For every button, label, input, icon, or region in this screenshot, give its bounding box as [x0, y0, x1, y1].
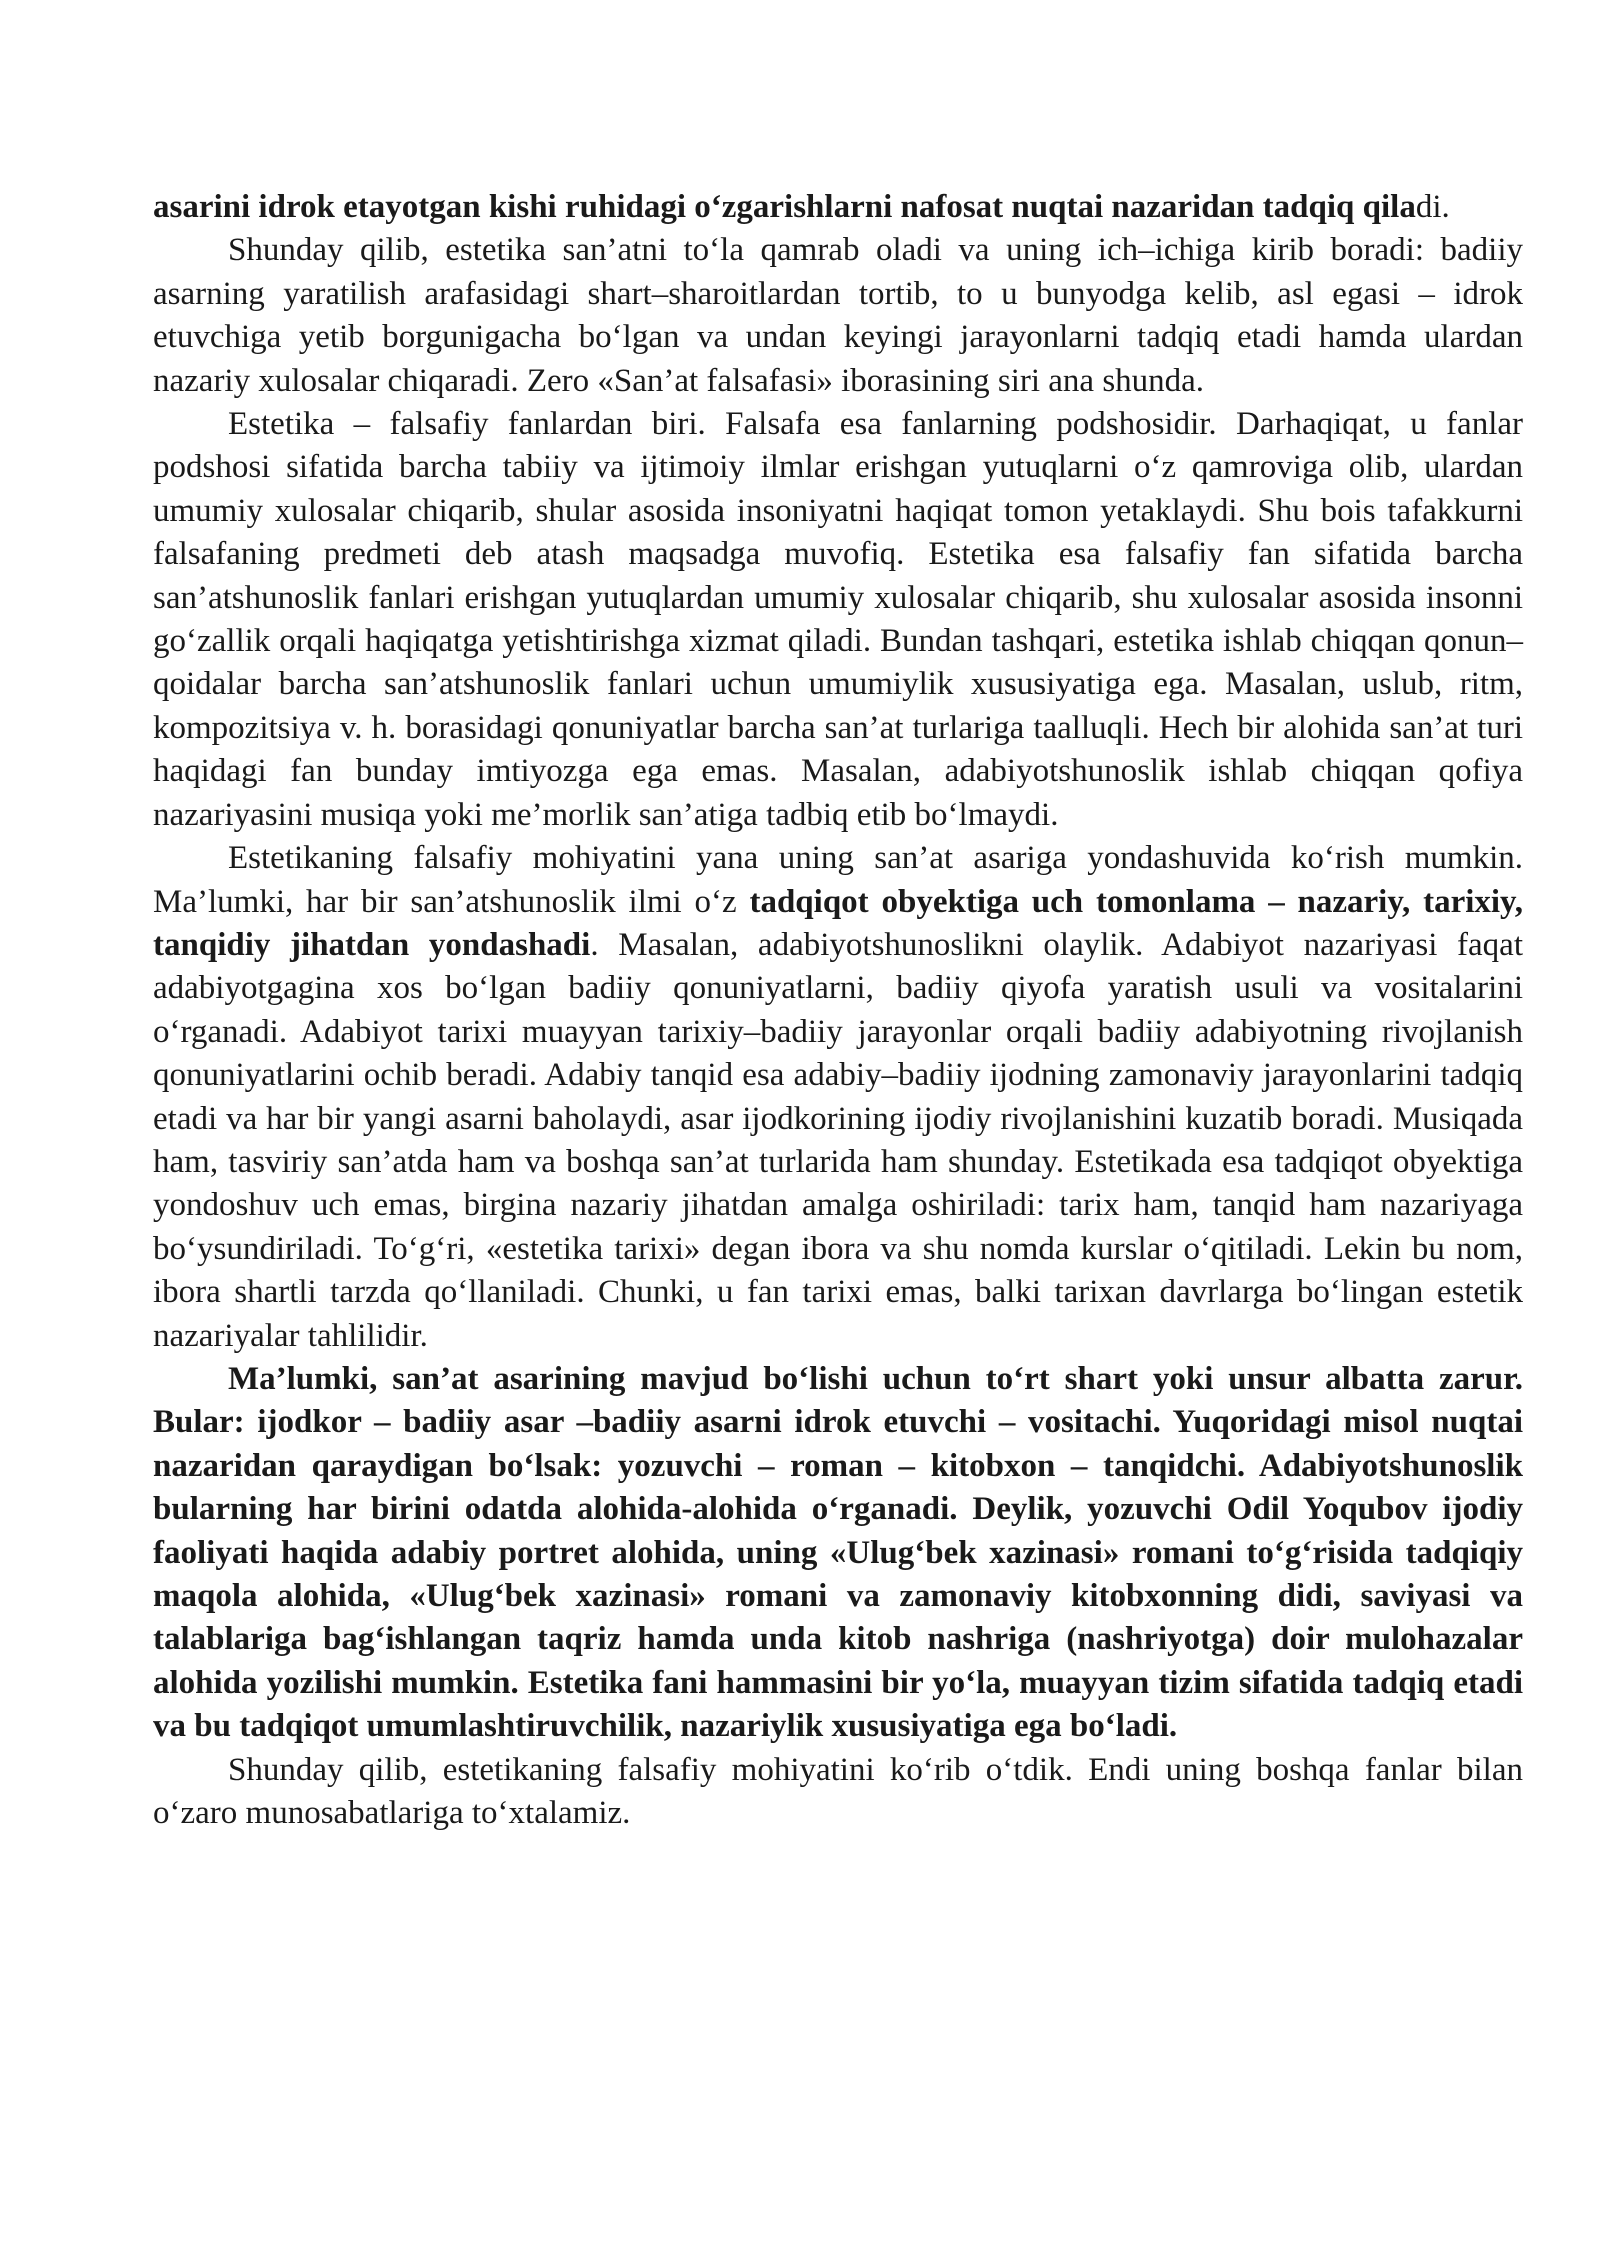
- paragraph-4: [153, 837, 1523, 1358]
- paragraph-2: Shunday qilib, estetika san’atni to‘la qamrab oladi va uning ich–ichiga kirib boradi: badiiy asarning yaratilish arafasidagi shart–sharoitlardan tortib, to u bunyodga kelib, asl egasi – idrok etuvchiga yetib borgunigacha bo‘lgan va undan keyingi jarayonlarni tadqiq etadi hamda ulardan nazariy xulosalar chiqaradi. Zero «San’at falsafasi» iborasining siri ana shunda.: [153, 232, 1523, 399]
- paragraph-4-text-after: . Masalan, adabiyotshunoslikni olaylik. Adabiyot nazariyasi faqat adabiyotgagina xos bo‘lgan badiiy qonuniyatlarni, badiiy qiyofa yaratish usuli va vositalarini o‘rganadi. Adabiyot tarixi muayyan tarixiy–badiiy jarayonlar orqali badiiy adabiyotning rivojlanish qonuniyatlarini ochib beradi. Adabiy tanqid esa adabiy–badiiy ijodning zamonaviy jarayonlarini tadqiq etadi va har bir yangi asarni baholaydi, asar ijodkorining ijodiy rivojlanishini kuzatib boradi. Musiqada ham, tasviriy san’atda ham va boshqa san’at turlarida ham shunday. Estetikada esa tadqiqot obyektiga yondoshuv uch emas, birgina nazariy jihatdan amalga oshiriladi: tarix ham, tanqid ham nazariyaga bo‘ysundiriladi. To‘g‘ri, «estetika tarixi» degan ibora va shu nomda kurslar o‘qitiladi. Lekin bu nom, ibora shartli tarzda qo‘llaniladi. Chunki, u fan tarixi emas, balki tarixan davrlarga bo‘lingan estetik nazariyalar tahlilidir.: [153, 926, 1523, 1354]
- paragraph-1: [153, 186, 1523, 229]
- paragraph-4-text-before: Estetikaning falsafiy mohiyatini yana uning san’at asariga yondashuvida ko‘rish mumkin. Ma’lumki, har bir san’atshunoslik ilmi o‘z: [153, 840, 1523, 920]
- paragraph-1-text: di.: [1415, 189, 1450, 225]
- paragraph-6: Shunday qilib, estetikaning falsafiy mohiyatini ko‘rib o‘tdik. Endi uning boshqa fanlar bilan o‘zaro munosabatlariga to‘xtalamiz.: [153, 1751, 1523, 1832]
- paragraph-4-bold: tadqiqot obyektiga uch tomonlama – nazariy, tarixiy, tanqidiy jihatdan yondashadi: [153, 883, 1523, 963]
- paragraph-5: [153, 1358, 1523, 1749]
- document-page: [153, 186, 1523, 1835]
- paragraph-3: Estetika – falsafiy fanlardan biri. Falsafa esa fanlarning podshosidir. Darhaqiqat, u fanlar podshosi sifatida barcha tabiiy va ijtimoiy ilmlar erishgan yutuqlarni o‘z qamroviga olib, ulardan umumiy xulosalar chiqarib, shular asosida insoniyatni haqiqat tomon yetaklaydi. Shu bois tafakkurni falsafaning predmeti deb atash maqsadga muvofiq. Estetika esa falsafiy fan sifatida barcha san’atshunoslik fanlari erishgan yutuqlardan umumiy xulosalar chiqarib, shu xulosalar asosida insonni go‘zallik orqali haqiqatga yetishtirishga xizmat qiladi. Bundan tashqari, estetika ishlab chiqqan qonun–qoidalar barcha san’atshunoslik fanlari uchun umumiylik xususiyatiga ega. Masalan, uslub, ritm, kompozitsiya v. h. borasidagi qonuniyatlar barcha san’at turlariga taalluqli. Hech bir alohida san’at turi haqidagi fan bunday imtiyozga ega emas. Masalan, adabiyotshunoslik ishlab chiqqan qofiya nazariyasini musiqa yoki me’morlik san’atiga tadbiq etib bo‘lmaydi.: [153, 406, 1523, 833]
- paragraph-5-bold: Ma’lumki, san’at asarining mavjud bo‘lishi uchun to‘rt shart yoki unsur albatta zarur. Bular: ijodkor – badiiy asar –badiiy asarni idrok etuvchi – vositachi. Yuqoridagi misol nuqtai nazaridan qaraydigan bo‘lsak: yozuvchi – roman – kitobxon – tanqidchi. Adabiyotshunoslik bularning har birini odatda alohida-alohida o‘rganadi. Deylik, yozuvchi Odil Yoqubov ijodiy faoliyati haqida adabiy portret alohida, uning «Ulug‘bek xazinasi» romani to‘g‘risida tadqiqiy maqola alohida, «Ulug‘bek xazinasi» romani va zamonaviy kitobxonning didi, saviyasi va talablariga bag‘ishlangan taqriz hamda unda kitob nashriga (nashriyotga) doir mulohazalar alohida yozilishi mumkin. Estetika fani hammasini bir yo‘la, muayyan tizim sifatida tadqiq etadi va bu tadqiqot umumlashtiruvchilik, nazariylik xususiyatiga ega bo‘ladi.: [153, 1360, 1523, 1745]
- paragraph-1-bold: asarini idrok etayotgan kishi ruhidagi o‘zgarishlarni nafosat nuqtai nazaridan tadqiq qila: [153, 189, 1416, 225]
